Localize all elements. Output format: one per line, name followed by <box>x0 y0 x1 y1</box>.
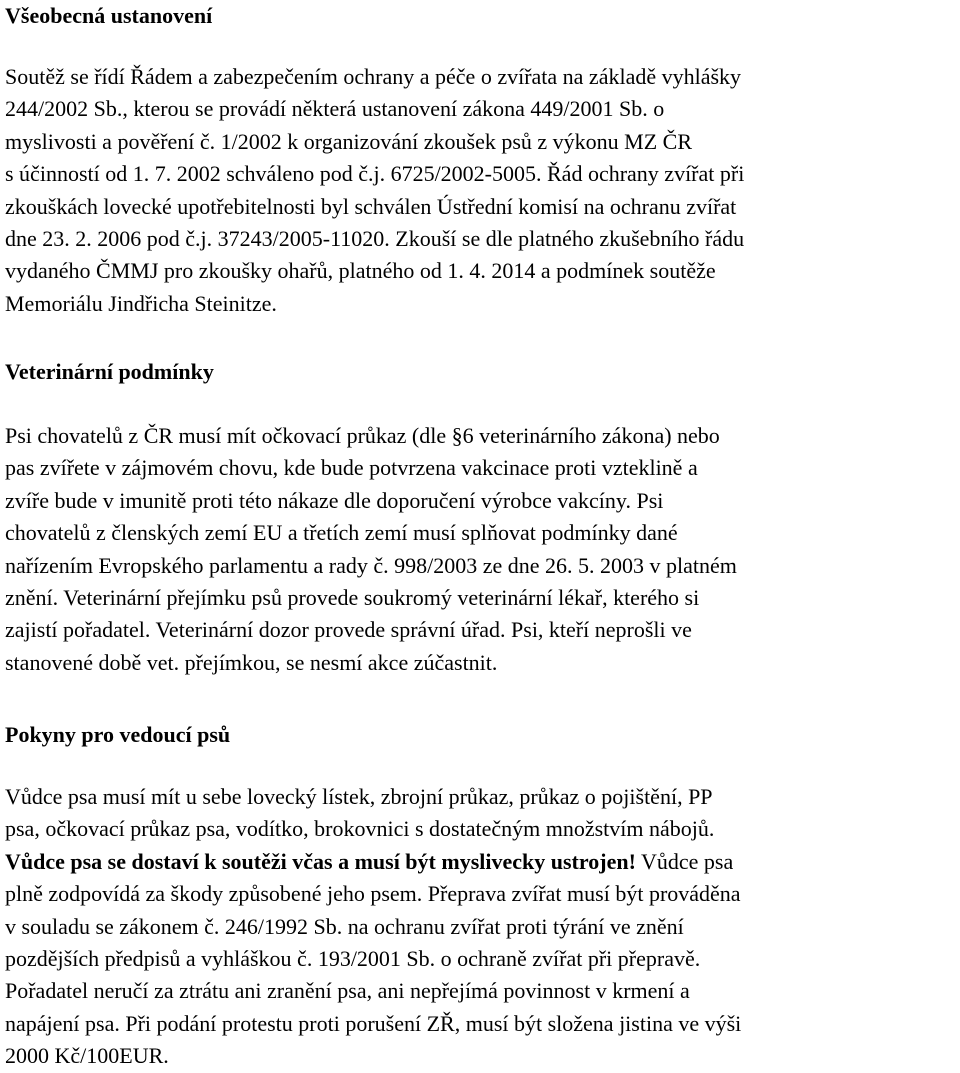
paragraph-general <box>5 61 744 320</box>
paragraph-dog-handlers <box>5 781 741 1073</box>
text-line: chovatelů z členských zemí EU a třetích zemí musí splňovat podmínky dané <box>5 520 678 546</box>
text-line-mixed <box>5 846 741 878</box>
section-heading-dog-handlers: Pokyny pro vedoucí psů <box>5 722 231 747</box>
text-line: dne 23. 2. 2006 pod č.j. 37243/2005-11020. Zkouší se dle platného zkušebního řádu <box>5 226 745 252</box>
bold-tail: Vůdce psa <box>635 848 734 874</box>
text-line: plně zodpovídá za škody způsobené jeho psem. Přeprava zvířat musí být prováděna <box>5 881 741 907</box>
text-line: v souladu se zákonem č. 246/1992 Sb. na ochranu zvířat proti týrání ve znění <box>5 913 684 939</box>
text-line: znění. Veterinární přejímku psů provede soukromý veterinární lékař, kterého si <box>5 585 700 611</box>
text-line: myslivosti a pověření č. 1/2002 k organizování zkoušek psů z výkonu MZ ČR <box>5 128 693 154</box>
text-line: stanovené době vet. přejímkou, se nesmí akce zúčastnit. <box>5 649 498 675</box>
text-line: pas zvířete v zájmovém chovu, kde bude potvrzena vakcinace proti vzteklině a <box>5 455 698 481</box>
section-heading-veterinary: Veterinární podmínky <box>5 359 214 384</box>
text-line: Vůdce psa musí mít u sebe lovecký lístek, zbrojní průkaz, průkaz o pojištění, PP <box>5 784 713 809</box>
text-line: Memoriálu Jindřicha Steinitze. <box>5 290 277 316</box>
text-line: 2000 Kč/100EUR. <box>5 1043 169 1069</box>
paragraph-veterinary <box>5 420 737 679</box>
text-line: Pořadatel neručí za ztrátu ani zranění psa, ani nepřejímá povinnost v krmení a <box>5 978 690 1004</box>
bold-sentence: Vůdce psa se dostaví k soutěži včas a musí být myslivecky ustrojen! <box>5 848 636 874</box>
text-line: zajistí pořadatel. Veterinární dozor provede správní úřad. Psi, kteří neprošli ve <box>5 617 692 643</box>
text-line: pozdějších předpisů a vyhláškou č. 193/2001 Sb. o ochraně zvířat při přepravě. <box>5 946 701 972</box>
section-heading-general: Všeobecná ustanovení <box>5 3 213 28</box>
text-line: napájení psa. Při podání protestu proti porušení ZŘ, musí být složena jistina ve výši <box>5 1010 742 1036</box>
text-line: 244/2002 Sb., kterou se provádí některá ustanovení zákona 449/2001 Sb. o <box>5 96 665 122</box>
text-line: psa, očkovací průkaz psa, vodítko, brokovnici s dostatečným množstvím nábojů. <box>5 816 715 842</box>
text-line: zvíře bude v imunitě proti této nákaze dle doporučení výrobce vakcíny. Psi <box>5 487 664 513</box>
text-line: Psi chovatelů z ČR musí mít očkovací průkaz (dle §6 veterinárního zákona) nebo <box>5 423 720 448</box>
text-line: vydaného ČMMJ pro zkoušky ohařů, platného od 1. 4. 2014 a podmínek soutěže <box>5 258 716 284</box>
text-line: nařízením Evropského parlamentu a rady č. 998/2003 ze dne 26. 5. 2003 v platném <box>5 552 737 578</box>
text-line: s účinností od 1. 7. 2002 schváleno pod č.j. 6725/2002-5005. Řád ochrany zvířat při <box>5 161 745 187</box>
text-line: Soutěž se řídí Řádem a zabezpečením ochrany a péče o zvířata na základě vyhlášky <box>5 64 742 89</box>
text-line: zkouškách lovecké upotřebitelnosti byl schválen Ústřední komisí na ochranu zvířat <box>5 193 737 219</box>
